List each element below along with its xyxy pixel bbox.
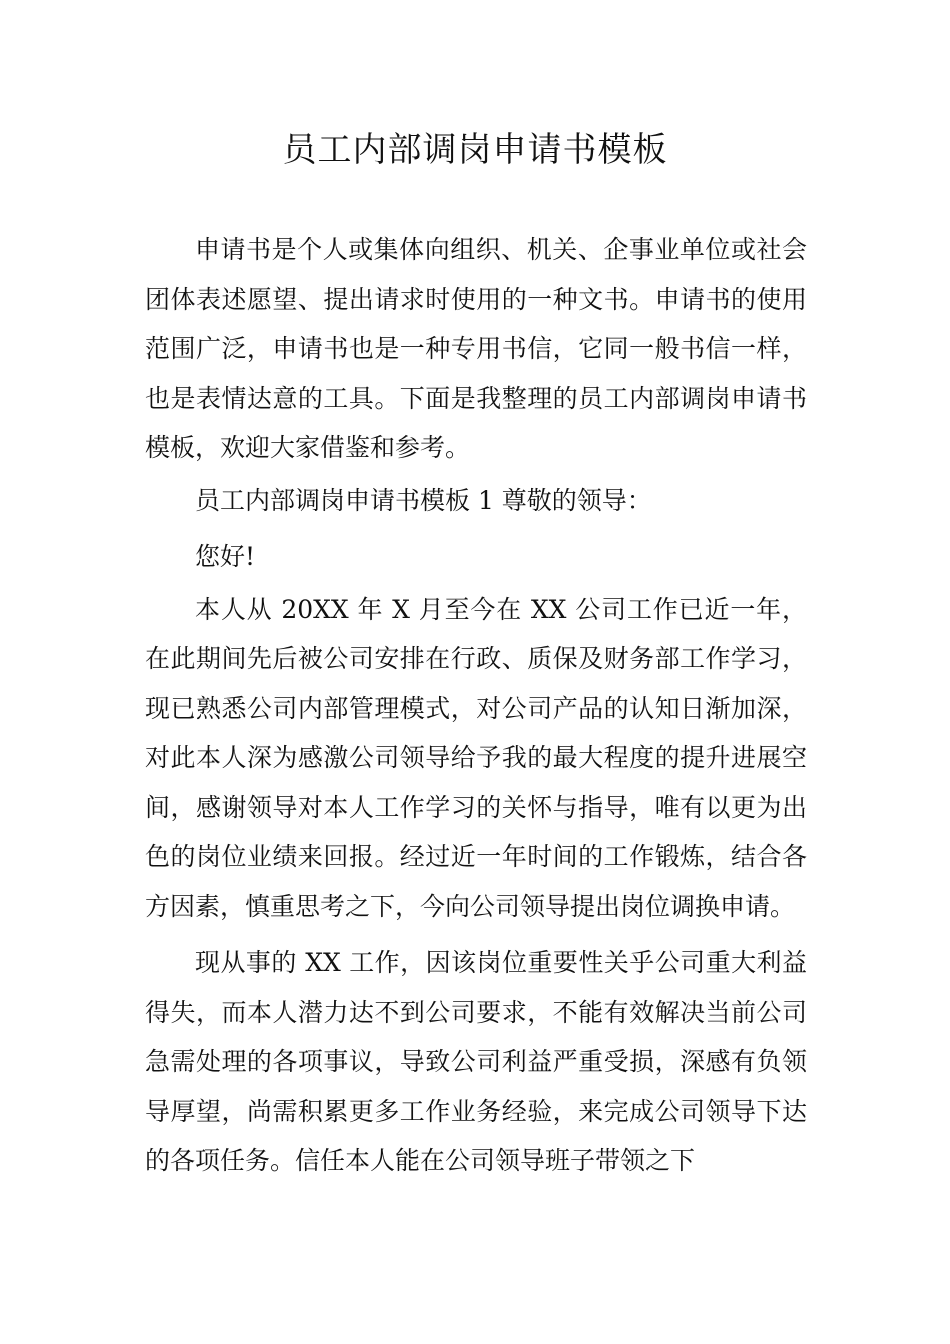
body-paragraph-1: 本人从 20XX 年 X 月至今在 XX 公司工作已近一年，在此期间先后被公司安排在行政、质保及财务部工作学习，现已熟悉公司内部管理模式，对公司产品的认知日渐加深，对此本人深为感激公司领导给予我的最大程度的提升进展空间，感谢领导对本人工作学习的关怀与指导，唯有以更为出色的岗位业绩来回报。经过近一年时间的工作锻炼，结合各方因素，慎重思考之下，今向公司领导提出岗位调换申请。 bbox=[145, 594, 807, 921]
document-title: 员工内部调岗申请书模板 bbox=[282, 130, 668, 170]
body-paragraph-2: 现从事的 XX 工作，因该岗位重要性关乎公司重大利益得失，而本人潜力达不到公司要求，不能有效解决当前公司急需处理的各项事议，导致公司利益严重受损，深感有负领导厚望，尚需积累更多工作业务经验，来完成公司领导下达的各项任务。信任本人能在公司领导班子带领之下 bbox=[145, 948, 807, 1175]
intro-paragraph: 申请书是个人或集体向组织、机关、企事业单位或社会团体表述愿望、提出请求时使用的一种文书。申请书的使用范围广泛，申请书也是一种专用书信，它同一般书信一样，也是表情达意的工具。下面是我整理的员工内部调岗申请书模板，欢迎大家借鉴和参考。 bbox=[145, 235, 807, 462]
document-body bbox=[145, 225, 807, 1186]
salutation: 您好! bbox=[195, 541, 256, 571]
template-heading-greeting: 员工内部调岗申请书模板 1 尊敬的领导： bbox=[195, 485, 652, 515]
